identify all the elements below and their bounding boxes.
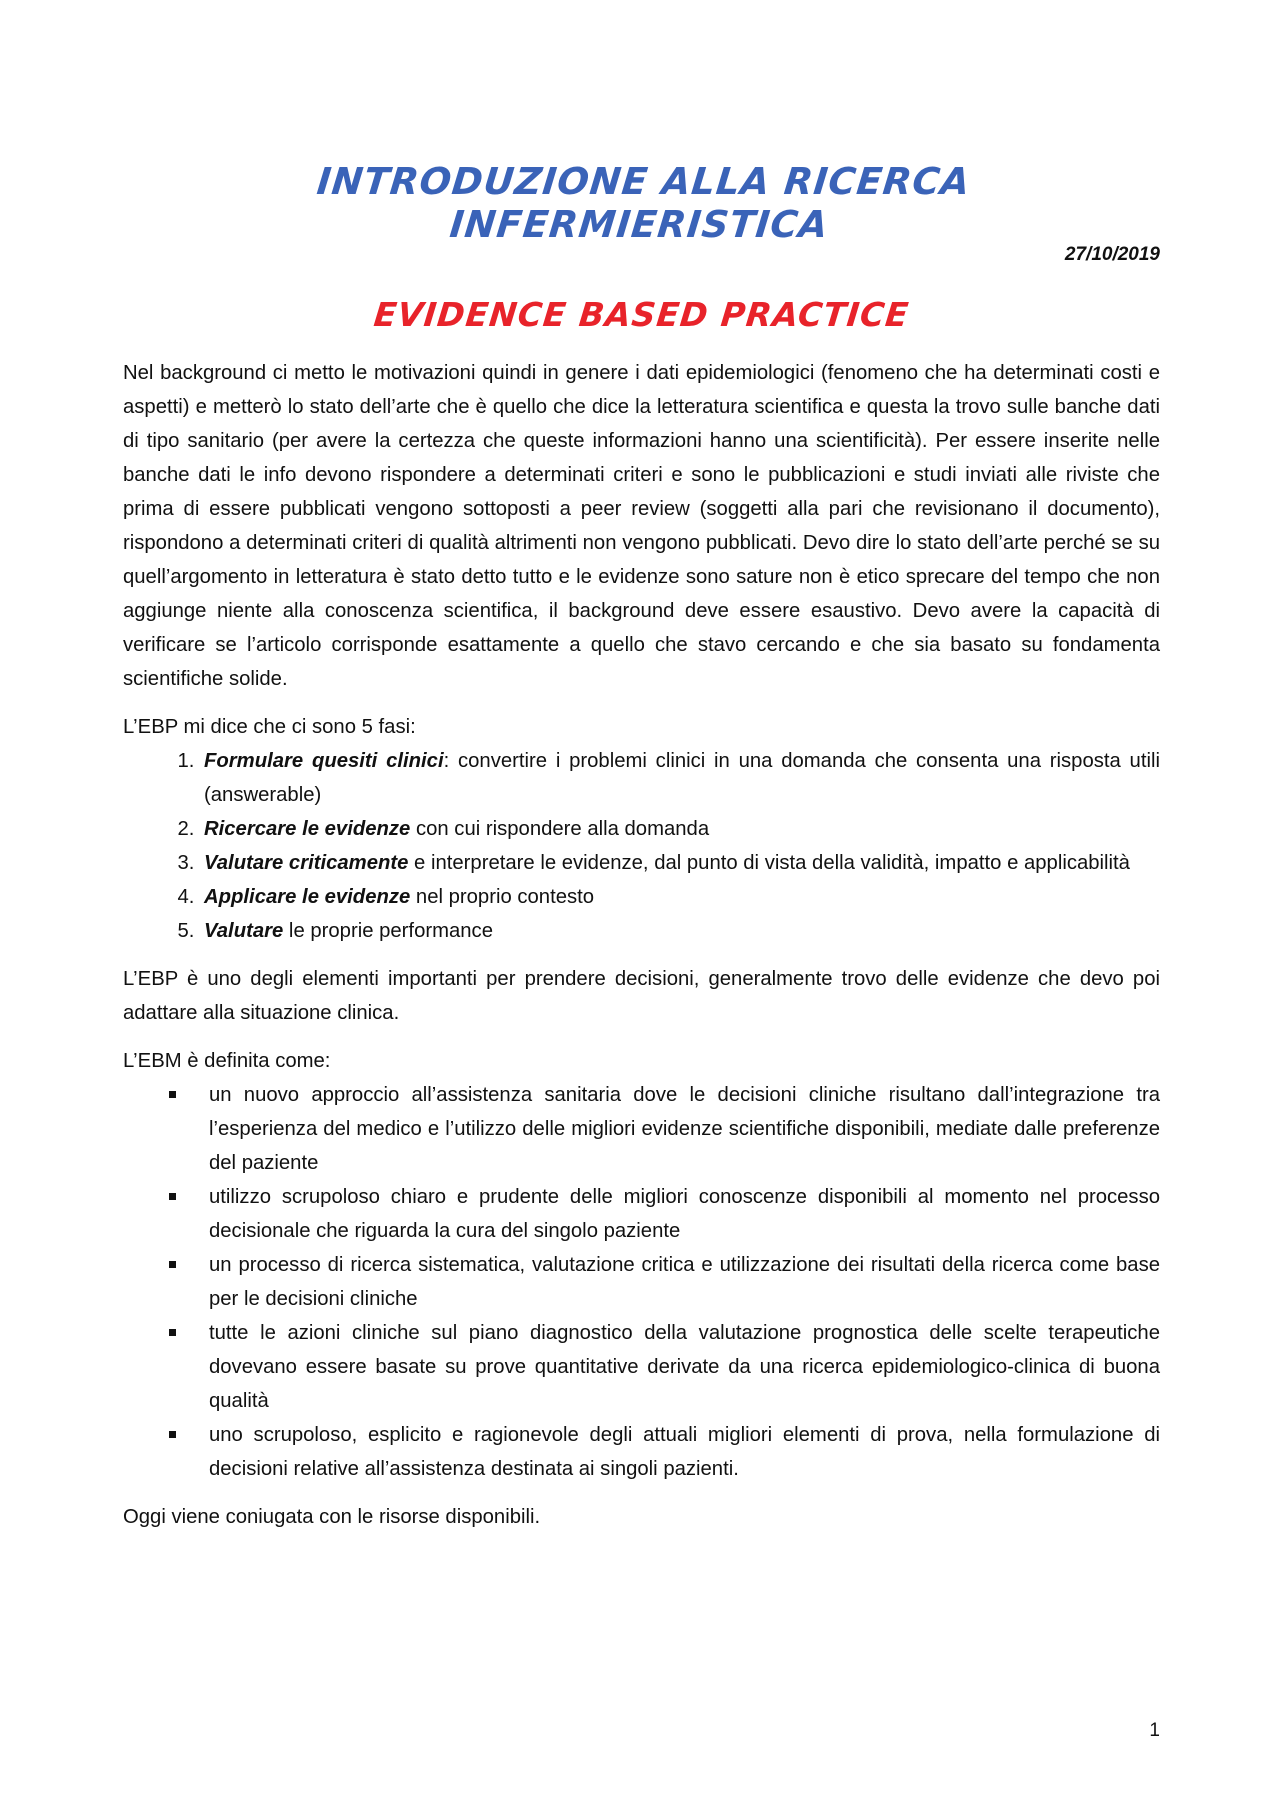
phase-term: Valutare <box>204 920 284 942</box>
phase-item <box>200 880 1160 914</box>
phase-term: Applicare le evidenze <box>204 886 411 908</box>
document-date: 27/10/2019 <box>1064 244 1160 265</box>
definition-text: un nuovo approccio all’assistenza sanitaria dove le decisioni cliniche risultano dall’integrazione tra l’esperienza del medico e l’utilizzo delle migliori evidenze scientifiche disponibili, mediate dalle preferenze del paziente <box>209 1084 1160 1174</box>
definition-text: uno scrupoloso, esplicito e ragionevole degli attuali migliori elementi di prova, nella formulazione di decisioni relative all’assistenza destinata ai singoli pazienti. <box>209 1424 1160 1480</box>
closing-sentence: Oggi viene coniugata con le risorse disponibili. <box>123 1506 541 1528</box>
phase-text: nel proprio contesto <box>410 886 595 908</box>
square-bullet-icon <box>169 1193 176 1200</box>
phase-term: Formulare quesiti clinici <box>204 750 444 772</box>
ebp-paragraph: L’EBP è uno degli elementi importanti per prendere decisioni, generalmente trovo delle evidenze che devo poi adattare alla situazione clinica. <box>123 968 1160 1024</box>
phase-item <box>200 846 1160 880</box>
phase-text: con cui rispondere alla domanda <box>410 818 710 840</box>
section-title: EVIDENCE BASED PRACTICE <box>371 295 912 334</box>
ebm-definition <box>123 1418 1160 1486</box>
phases-intro: L’EBP mi dice che ci sono 5 fasi: <box>123 716 416 738</box>
document-page <box>123 0 1160 1811</box>
phase-term: Valutare criticamente <box>204 852 409 874</box>
ebm-definition <box>123 1248 1160 1316</box>
background-paragraph: Nel background ci metto le motivazioni quindi in genere i dati epidemiologici (fenomeno che ha determinati costi e aspetti) e metterò lo stato dell’arte che è quello che dice la letteratura scientifica e questa la trovo sulle banche dati di tipo sanitario (per avere la certezza che queste informazioni hanno una scientificità). Per essere inserite nelle banche dati le info devono rispondere a determinati criteri e sono le pubblicazioni e studi inviati alle riviste che prima di essere pubblicati vengono sottoposti a peer review (soggetti alla pari che revisionano il documento), rispondono a determinati criteri di qualità altrimenti non vengono pubblicati. Devo dire lo stato dell’arte perché se su quell’argomento in letteratura è stato detto tutto e le evidenze sono sature non è etico sprecare del tempo che non aggiunge niente alla conoscenza scientifica, il background deve essere esaustivo. Devo avere la capacità di verificare se l’articolo corrisponde esattamente a quello che stavo cercando e che sia basato su fondamenta scientifiche solide. <box>123 362 1160 690</box>
phase-item <box>200 812 1160 846</box>
phases-list <box>123 744 1160 948</box>
ebm-definitions-list <box>123 1078 1160 1486</box>
ebm-definition <box>123 1316 1160 1418</box>
ebm-definition <box>123 1180 1160 1248</box>
square-bullet-icon <box>169 1431 176 1438</box>
phase-text: le proprie performance <box>283 920 493 942</box>
definition-text: tutte le azioni cliniche sul piano diagnostico della valutazione prognostica delle scelte terapeutiche dovevano essere basate su prove quantitative derivate da una ricerca epidemiologico-clinica di buona qualità <box>209 1322 1160 1412</box>
phase-text: : convertire i problemi clinici in una domanda che consenta una risposta utili (answerable) <box>204 750 1160 806</box>
definition-text: utilizzo scrupoloso chiaro e prudente delle migliori conoscenze disponibili al momento nel processo decisionale che riguarda la cura del singolo paziente <box>209 1186 1160 1242</box>
page-number: 1 <box>1149 1720 1160 1741</box>
phase-term: Ricercare le evidenze <box>204 818 411 840</box>
ebm-intro: L’EBM è definita come: <box>123 1050 331 1072</box>
phase-item <box>200 914 1160 948</box>
document-title: INTRODUZIONE ALLA RICERCA INFERMIERISTICA <box>314 160 973 246</box>
document-body <box>123 356 1160 1548</box>
square-bullet-icon <box>169 1329 176 1336</box>
ebm-definition <box>123 1078 1160 1180</box>
phase-text: e interpretare le evidenze, dal punto di vista della validità, impatto e applicabilità <box>408 852 1130 874</box>
square-bullet-icon <box>169 1091 176 1098</box>
square-bullet-icon <box>169 1261 176 1268</box>
phase-item <box>200 744 1160 812</box>
definition-text: un processo di ricerca sistematica, valutazione critica e utilizzazione dei risultati della ricerca come base per le decisioni cliniche <box>209 1254 1160 1310</box>
